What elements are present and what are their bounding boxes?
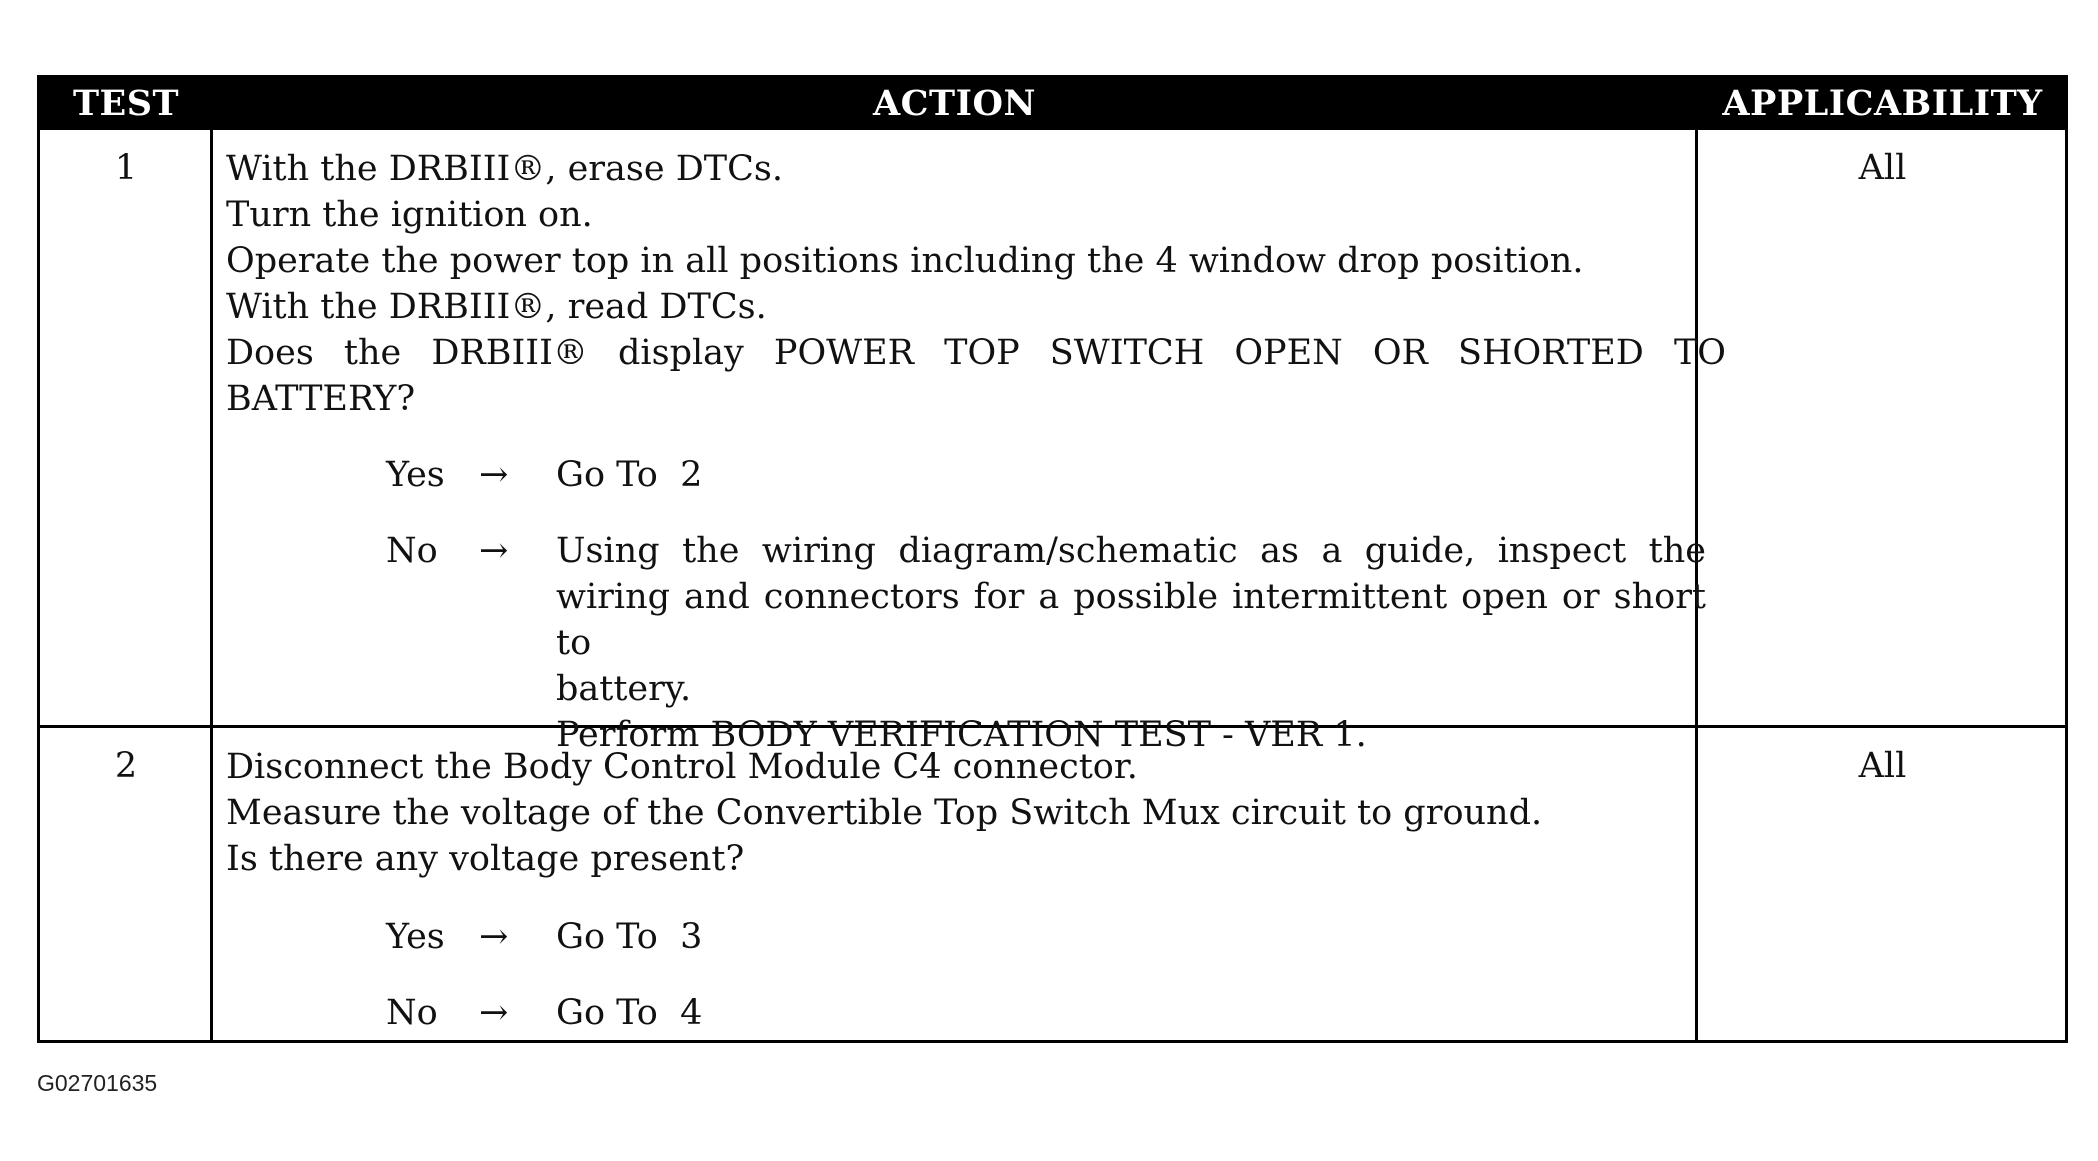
no-result-line: Using the wiring diagram/schematic as a guide, inspect the [556, 531, 1706, 571]
no-label: No [386, 993, 438, 1033]
no-branch [386, 990, 1726, 1036]
header-action: ACTION [873, 83, 1036, 124]
no-result-line: battery. [556, 669, 692, 709]
yes-result: Go To 2 [556, 455, 703, 495]
instruction-line: With the DRBIII®, read DTCs. [226, 287, 767, 327]
instruction-line: Disconnect the Body Control Module C4 connector. [226, 747, 1138, 787]
yes-branch [386, 914, 1726, 960]
no-result: Go To 4 [556, 993, 703, 1033]
yes-result: Go To 3 [556, 917, 703, 957]
diagnostic-test-table [37, 75, 2068, 1043]
yes-label: Yes [386, 455, 445, 495]
action-instructions [226, 146, 1726, 422]
instruction-line: Turn the ignition on. [226, 195, 593, 235]
no-result-line: wiring and connectors for a possible intermittent open or short to [556, 577, 1706, 663]
table-header [40, 78, 2065, 130]
arrow-right-icon: → [479, 455, 509, 495]
test-number: 2 [114, 746, 138, 786]
yes-branch [386, 452, 1726, 498]
instruction-line: Does the DRBIII® display POWER TOP SWITCH OPEN OR SHORTED TO [226, 333, 1726, 373]
arrow-right-icon: → [479, 993, 509, 1033]
no-result-line: Perform BODY VERIFICATION TEST - VER 1. [556, 715, 1367, 755]
header-applicability: APPLICABILITY [1722, 83, 2043, 124]
instruction-line: Operate the power top in all positions including the 4 window drop position. [226, 241, 1584, 281]
instruction-line: Is there any voltage present? [226, 839, 745, 879]
applicability-value: All [1858, 148, 1907, 188]
yes-label: Yes [386, 917, 445, 957]
header-test: TEST [72, 83, 180, 124]
instruction-line: BATTERY? [226, 379, 416, 419]
applicability-value: All [1858, 746, 1907, 786]
action-instructions [226, 744, 1726, 882]
instruction-line: With the DRBIII®, erase DTCs. [226, 149, 783, 189]
test-number: 1 [114, 148, 138, 188]
no-label: No [386, 531, 438, 571]
arrow-right-icon: → [479, 917, 509, 957]
no-result [556, 528, 1706, 758]
no-branch [386, 528, 1726, 755]
column-divider [210, 130, 213, 1040]
instruction-line: Measure the voltage of the Convertible Top Switch Mux circuit to ground. [226, 793, 1543, 833]
arrow-right-icon: → [479, 531, 509, 571]
figure-id: G02701635 [37, 1070, 158, 1096]
